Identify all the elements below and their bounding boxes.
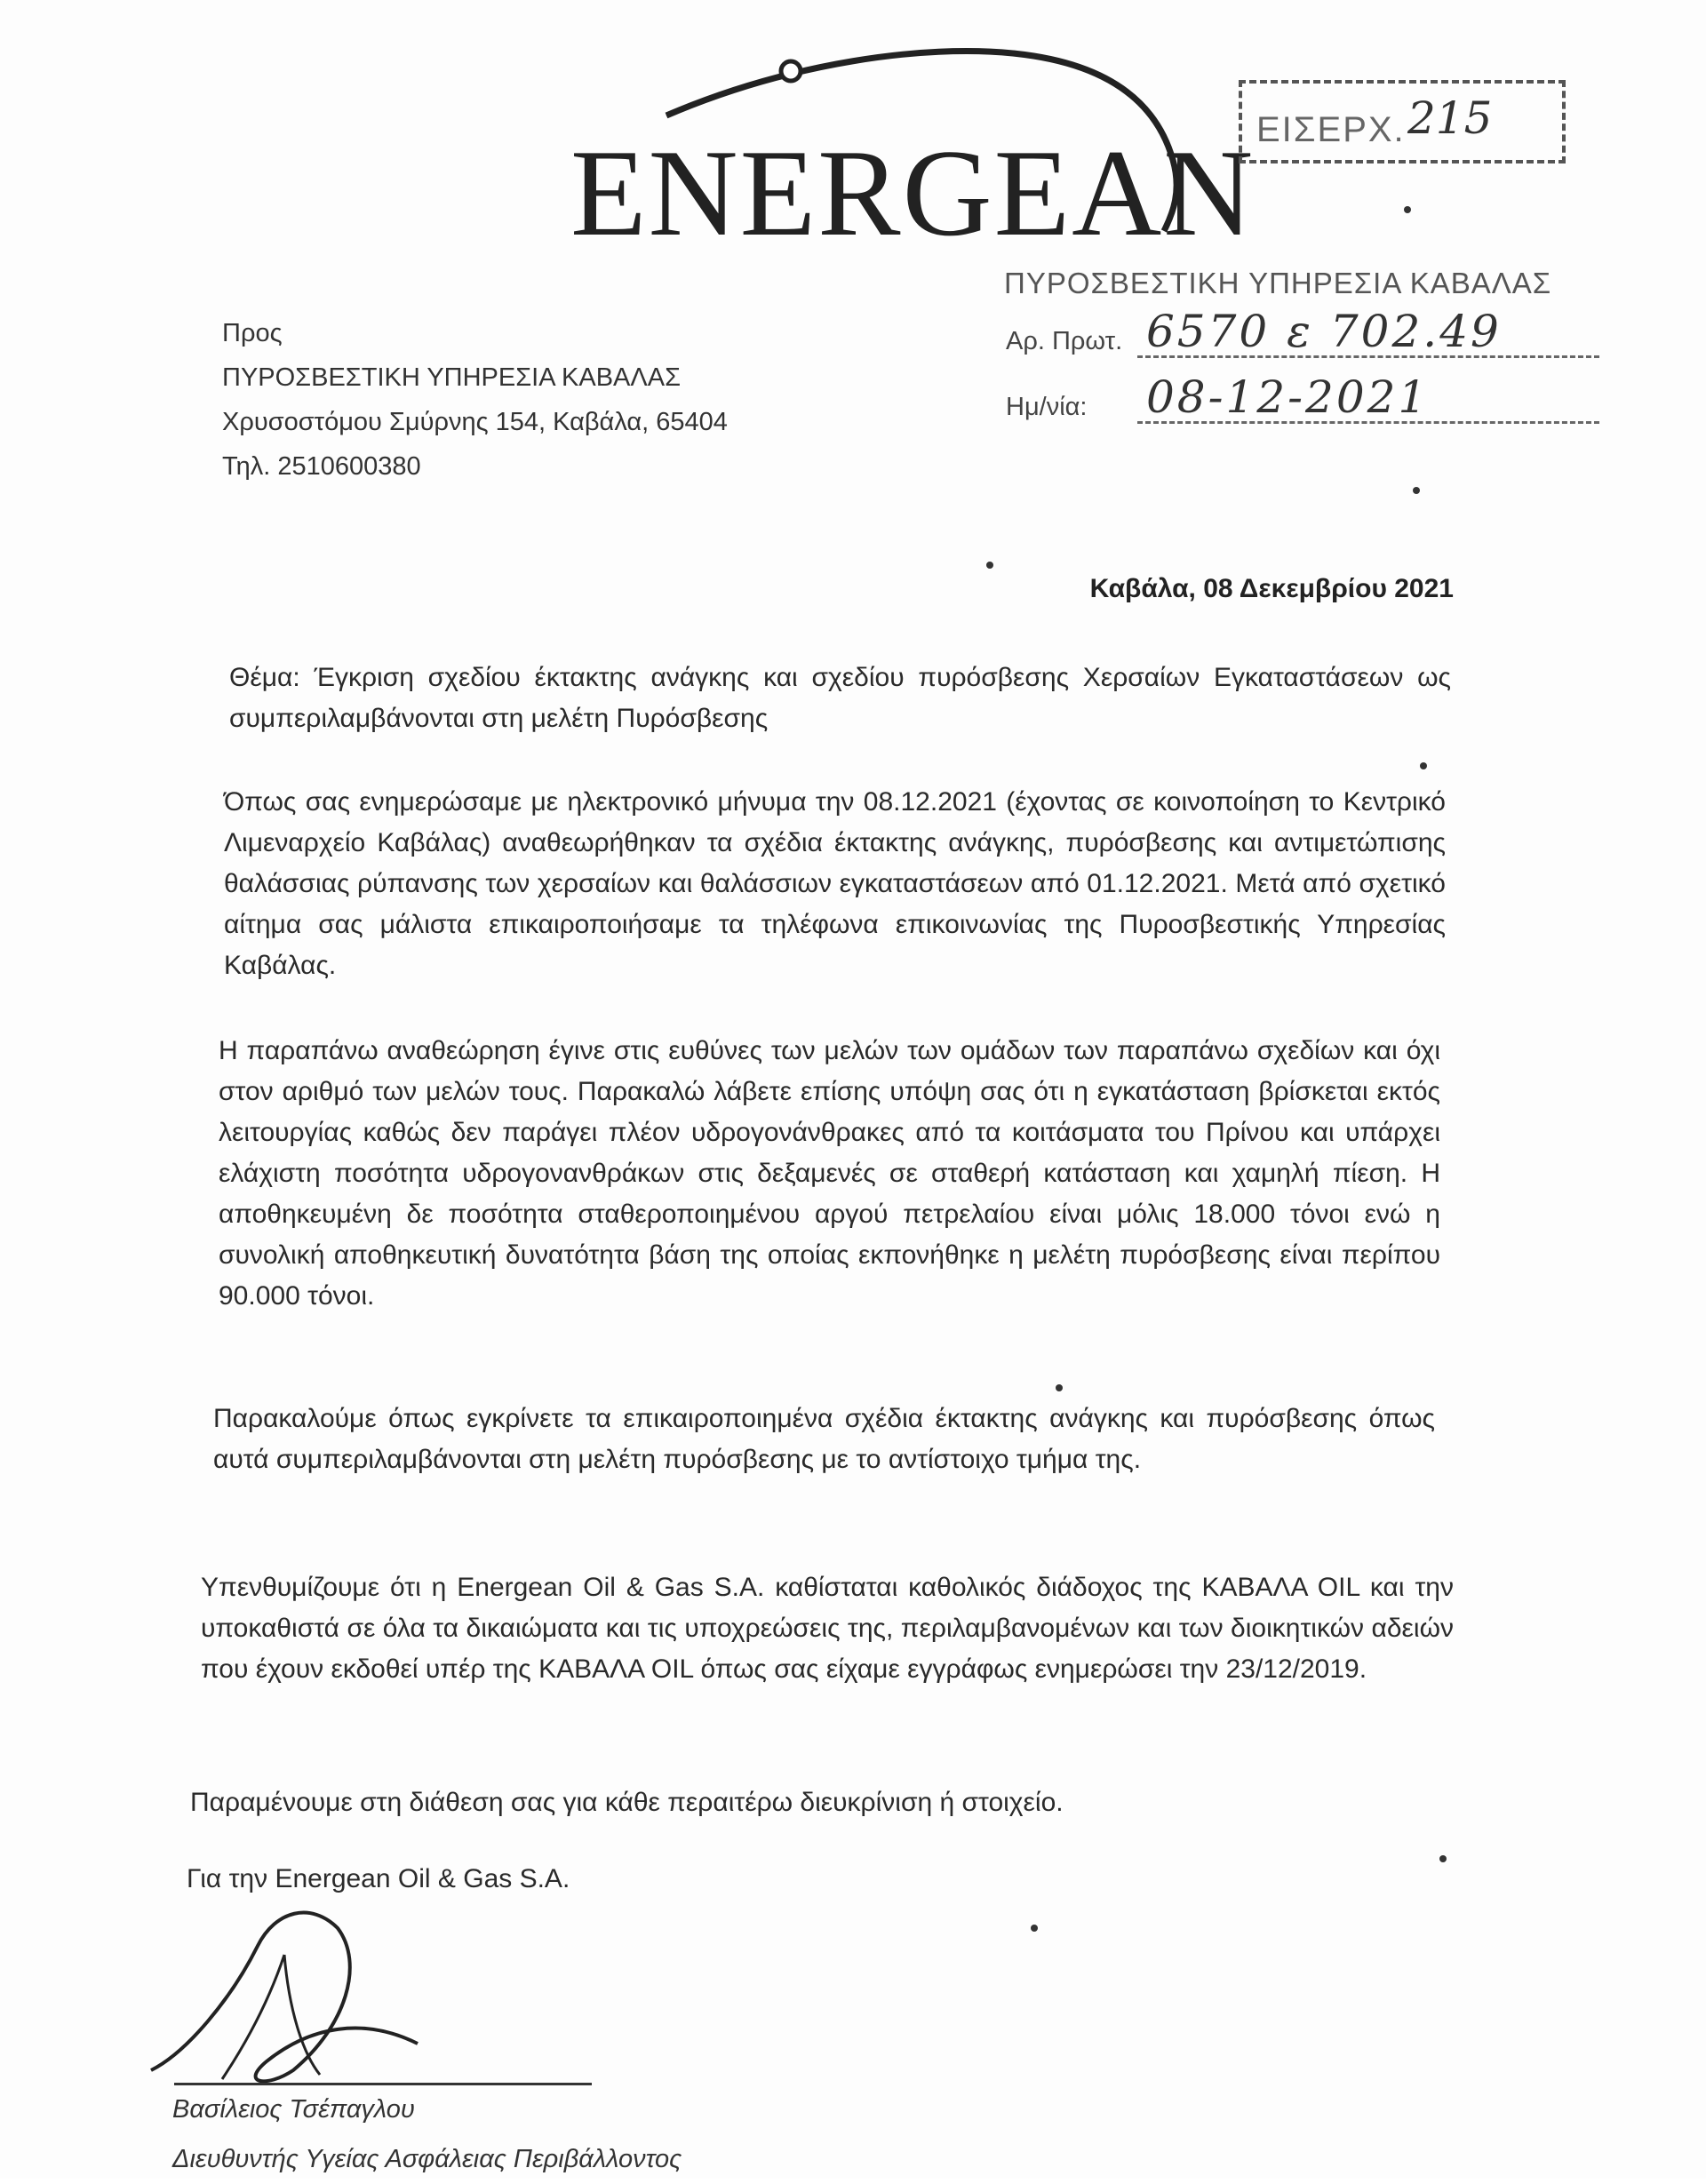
- stamp-number: 215: [1407, 92, 1493, 144]
- signer-title: Διευθυντής Υγείας Ασφάλειας Περιβάλλοντος: [172, 2145, 682, 2173]
- paragraph-2: Η παραπάνω αναθεώρηση έγινε στις ευθύνες των μελών των ομάδων των παραπάνω σχεδίων και όχι στον αριθμό των μελών τους. Παρακαλώ λάβετε επίσης υπόψη σας ότι η εγκατάσταση βρίσκεται εκτός λειτουργίας καθώς δεν παράγει πλέον υδρογονάνθρακες από τα κοιτάσματα του Πρίνου και υπάρχει ελάχιστη ποσότητα υδρογονανθράκων στις δεξαμενές σε σταθερή κατάσταση και χαμηλή πίεση. Η αποθηκευμένη δε ποσότητα σταθεροποιημένου αργού πετρελαίου είναι μόλις 18.000 τόνοι ενώ η συνολική αποθηκευτική δυνατότητα βάση της οποίας εκπονήθηκε η μελέτη πυρόσβεσης είναι περίπου 90.000 τόνοι.: [219, 1036, 1440, 1311]
- registry-date-line: [1137, 421, 1599, 424]
- recipient-to-label: Προς: [222, 319, 283, 347]
- scan-speck: [1031, 1925, 1038, 1932]
- scan-speck: [1404, 206, 1411, 213]
- paragraph-3: Παρακαλούμε όπως εγκρίνετε τα επικαιροποιημένα σχέδια έκτακτης ανάγκης και πυρόσβεσης όπως αυτά συμπεριλαμβάνονται στη μελέτη πυρόσβεσης με το αντίστοιχο τμήμα της.: [213, 1404, 1435, 1474]
- scan-speck: [1439, 1855, 1447, 1862]
- protocol-stamp: [1239, 80, 1566, 163]
- recipient-block: [222, 311, 728, 489]
- registry-protocol-value: 6570 ε 702.49: [1146, 306, 1502, 357]
- letter-date: Καβάλα, 08 Δεκεμβρίου 2021: [1089, 574, 1454, 603]
- signoff-line: Για την Energean Oil & Gas S.A.: [187, 1864, 570, 1893]
- scan-speck: [986, 562, 993, 569]
- registry-protocol-label: Αρ. Πρωτ.: [1006, 327, 1123, 355]
- registry-date-value: 08-12-2021: [1146, 371, 1430, 423]
- recipient-name: ΠΥΡΟΣΒΕΣΤΙΚΗ ΥΠΗΡΕΣΙΑ ΚΑΒΑΛΑΣ: [222, 363, 682, 392]
- registry-stamp-title: ΠΥΡΟΣΒΕΣΤΙΚΗ ΥΠΗΡΕΣΙΑ ΚΑΒΑΛΑΣ: [1004, 267, 1552, 299]
- signer-block: [172, 2084, 682, 2184]
- registry-stamp: [1004, 267, 1608, 432]
- recipient-address: Χρυσοστόμου Σμύρνης 154, Καβάλα, 65404: [222, 408, 728, 436]
- scan-speck: [1056, 1384, 1063, 1391]
- handwritten-signature: [133, 1893, 613, 2097]
- registry-protocol-line: [1137, 355, 1599, 358]
- paragraph-1: Όπως σας ενημερώσαμε με ηλεκτρονικό μήνυμα την 08.12.2021 (έχοντας σε κοινοποίηση το Κεντρικό Λιμεναρχείο Καβάλας) αναθεωρήθηκαν τα σχέδια έκτακτης ανάγκης, πυρόσβεσης και αντιμετώπισης θαλάσσιας ρύπανσης των χερσαίων και θαλάσσιων εγκαταστάσεων από 01.12.2021. Μετά από σχετικό αίτημα σας μάλιστα επικαιροποιήσαμε τα τηλέφωνα επικοινωνίας της Πυροσβεστικής Υπηρεσίας Καβάλας.: [224, 787, 1446, 980]
- stamp-label: ΕΙΣΕΡΧ.: [1256, 110, 1406, 149]
- energean-logo: [569, 27, 1256, 262]
- scan-speck: [1413, 487, 1420, 494]
- paragraph-5: Παραμένουμε στη διάθεση σας για κάθε περαιτέρω διευκρίνιση ή στοιχείο.: [190, 1788, 1064, 1817]
- signer-name: Βασίλειος Τσέπαγλου: [172, 2095, 415, 2124]
- registry-date-row: [1004, 366, 1608, 432]
- letter-subject: Θέμα: Έγκριση σχεδίου έκτακτης ανάγκης και σχεδίου πυρόσβεσης Χερσαίων Εγκαταστάσεων ως συμπεριλαμβάνονται στη μελέτη Πυρόσβεσης: [229, 663, 1451, 733]
- registry-date-label: Ημ/νία:: [1006, 393, 1088, 421]
- scan-speck: [1420, 762, 1427, 769]
- logo-wordmark: ENERGEAN: [570, 124, 1256, 262]
- registry-protocol-row: [1004, 300, 1608, 366]
- recipient-phone: Τηλ. 2510600380: [222, 452, 421, 481]
- paragraph-4: Υπενθυμίζουμε ότι η Energean Oil & Gas S.A. καθίσταται καθολικός διάδοχος της ΚΑΒΑΛΑ ΟΙL και την υποκαθιστά σε όλα τα δικαιώματα και τις υποχρεώσεις της, περιλαμβανομένων και των διοικητικών αδειών που έχουν εκδοθεί υπέρ της ΚΑΒΑΛΑ ΟΙL όπως σας είχαμε εγγράφως ενημερώσει την 23/12/2019.: [201, 1573, 1454, 1684]
